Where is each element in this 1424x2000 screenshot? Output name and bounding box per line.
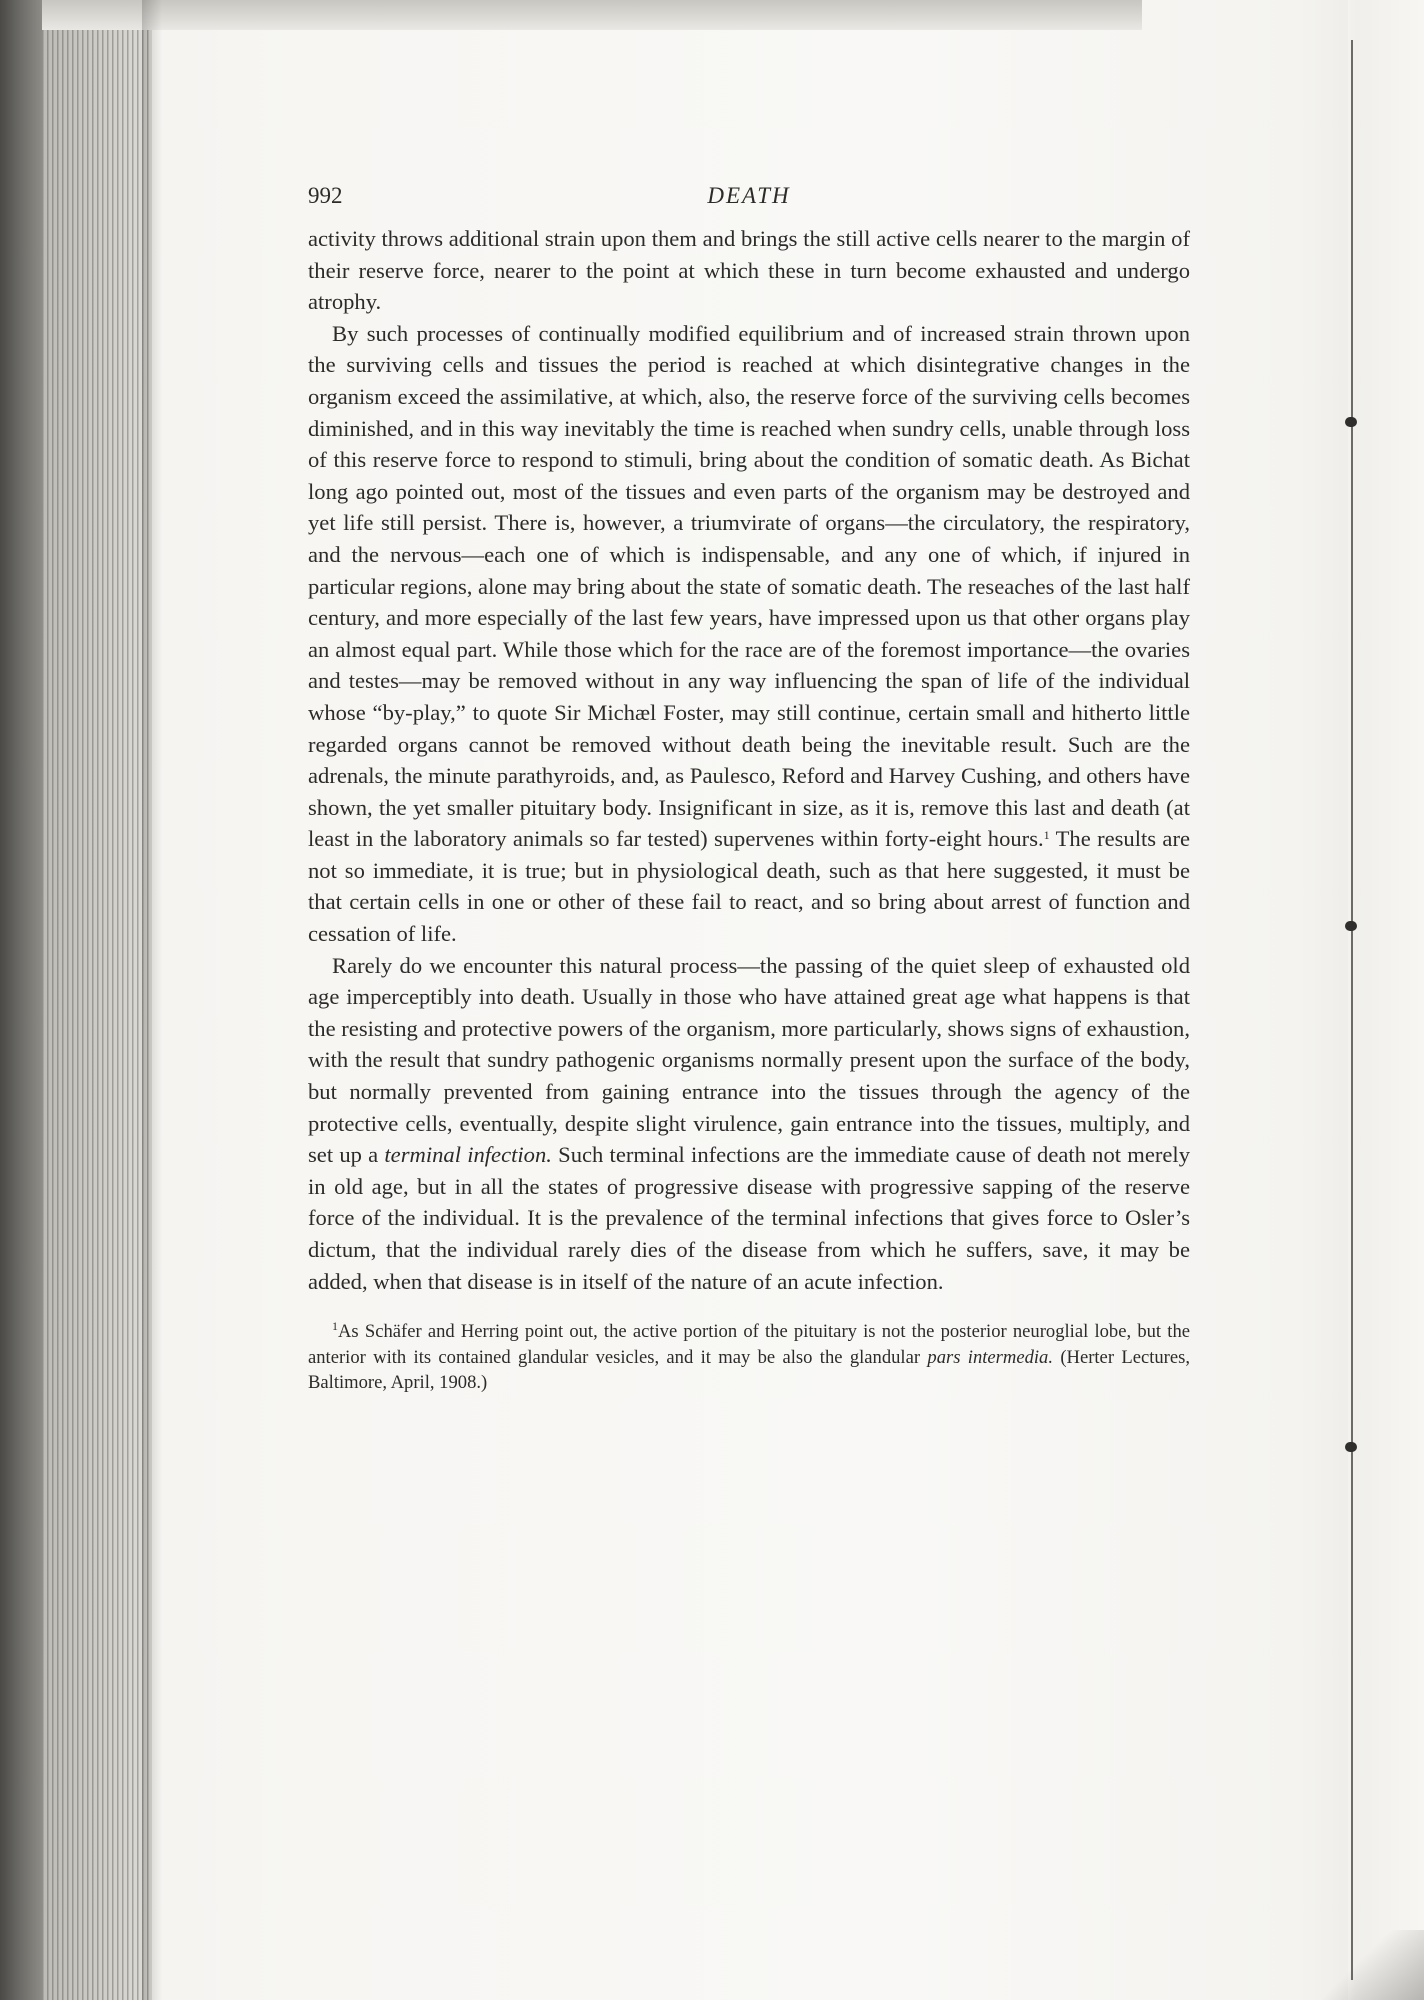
- gutter-shadow: [142, 0, 162, 2000]
- footnote-text: As Schäfer and Herring point out, the active portion of the pituitary is not the posterior neuroglial lobe, but the anterior with its contained glandular vesicles, and it may be also the glandular: [308, 1321, 1190, 1368]
- paragraph-text-continued: Such terminal infections are the immediate cause of death not merely in old age, but in all the states of progressive disease with progressive sapping of the reserve force of the individual. It is the prevalence of the terminal infections that gives force to Osler’s dictum, that the individual rarely dies of the disease from which he suffers, save, it may be added, when that disease is in itself of the nature of an acute infection.: [308, 1142, 1190, 1294]
- binding-stitch: [1345, 1442, 1357, 1452]
- paragraph-terminal-infection: [308, 950, 1190, 1298]
- binding-stitch: [1345, 921, 1357, 931]
- page-stack-top: [42, 0, 1142, 30]
- footnote-text-continued: (Herter Lectures, Baltimore, April, 1908.): [308, 1346, 1190, 1394]
- paragraph-equilibrium: [308, 318, 1190, 950]
- footnote-mark: 1: [332, 1319, 338, 1334]
- emphasis-text: terminal infection.: [384, 1142, 552, 1168]
- page-stack: [42, 0, 152, 2000]
- paragraph-continuation: [308, 223, 1190, 318]
- binding-thread: [1351, 40, 1353, 1980]
- paragraph-text: activity throws additional strain upon them and brings the still active cells nearer to the margin of their reserve force, nearer to the point at which these in turn become exhausted and undergo atrophy.: [308, 226, 1190, 315]
- paragraph-text: Rarely do we encounter this natural process—the passing of the quiet sleep of exhausted old age imperceptibly into death. Usually in those who have attained great age what happens is that the resisting and protective powers of the organism, more particularly, shows signs of exhaustion, with the result that sundry pathogenic organisms normally present upon the surface of the body, but normally prevented from gaining entrance into the tissues through the agency of the protective cells, eventually, despite slight virulence, gain entrance into the tissues, multiply, and set up a: [308, 952, 1190, 1168]
- page-corner-shadow: [1320, 1930, 1424, 2000]
- page-number: 992: [308, 183, 343, 208]
- footnote-reference[interactable]: 1: [1043, 828, 1050, 843]
- footnote-emphasis: pars intermedia.: [927, 1346, 1053, 1368]
- binding-stitch: [1345, 417, 1357, 427]
- paragraph-text-continued: The results are not so immediate, it is true; but in physiological death, such as that here suggested, it must be that certain cells in one or other of these fail to react, and so bring about arrest of function and cessation of life.: [308, 826, 1191, 947]
- paragraph-text: By such processes of continually modified equilibrium and of increased strain thrown upon the surviving cells and tissues the period is reached at which disintegrative changes in the organism exceed the assimilative, at which, also, the reserve force of the surviving cells becomes diminished, and in this way inevitably the time is reached when sundry cells, unable through loss of this reserve force to respond to stimuli, bring about the condition of somatic death. As Bichat long ago pointed out, most of the tissues and even parts of the organism may be destroyed and yet life still persist. There is, however, a triumvirate of organs—the circulatory, the respiratory, and the nervous—each one of which is indispensable, and any one of which, if injured in particular regions, alone may bring about the state of somatic death. The reseaches of the last half century, and more especially of the last few years, have impressed upon us that other organs play an almost equal part. While those which for the race are of the foremost importance—the ovaries and testes—may be removed without in any way influencing the span of life of the individual whose “by-play,” to quote Sir Michæl Foster, may still continue, certain small and hitherto little regarded organs cannot be removed without death being the inevitable result. Such are the adrenals, the minute parathyroids, and, as Paulesco, Reford and Harvey Cushing, and others have shown, the yet smaller pituitary body. Insignificant in size, as it is, remove this last and death (at least in the laboratory animals so far tested) supervenes within forty-eight hours.: [308, 320, 1190, 852]
- book-edge: [0, 0, 42, 2000]
- footnote: [308, 1319, 1190, 1396]
- page-title: DEATH: [707, 183, 791, 208]
- binding-margin: [1348, 0, 1424, 2000]
- page-text: [308, 183, 1190, 1415]
- running-head: [308, 183, 1190, 223]
